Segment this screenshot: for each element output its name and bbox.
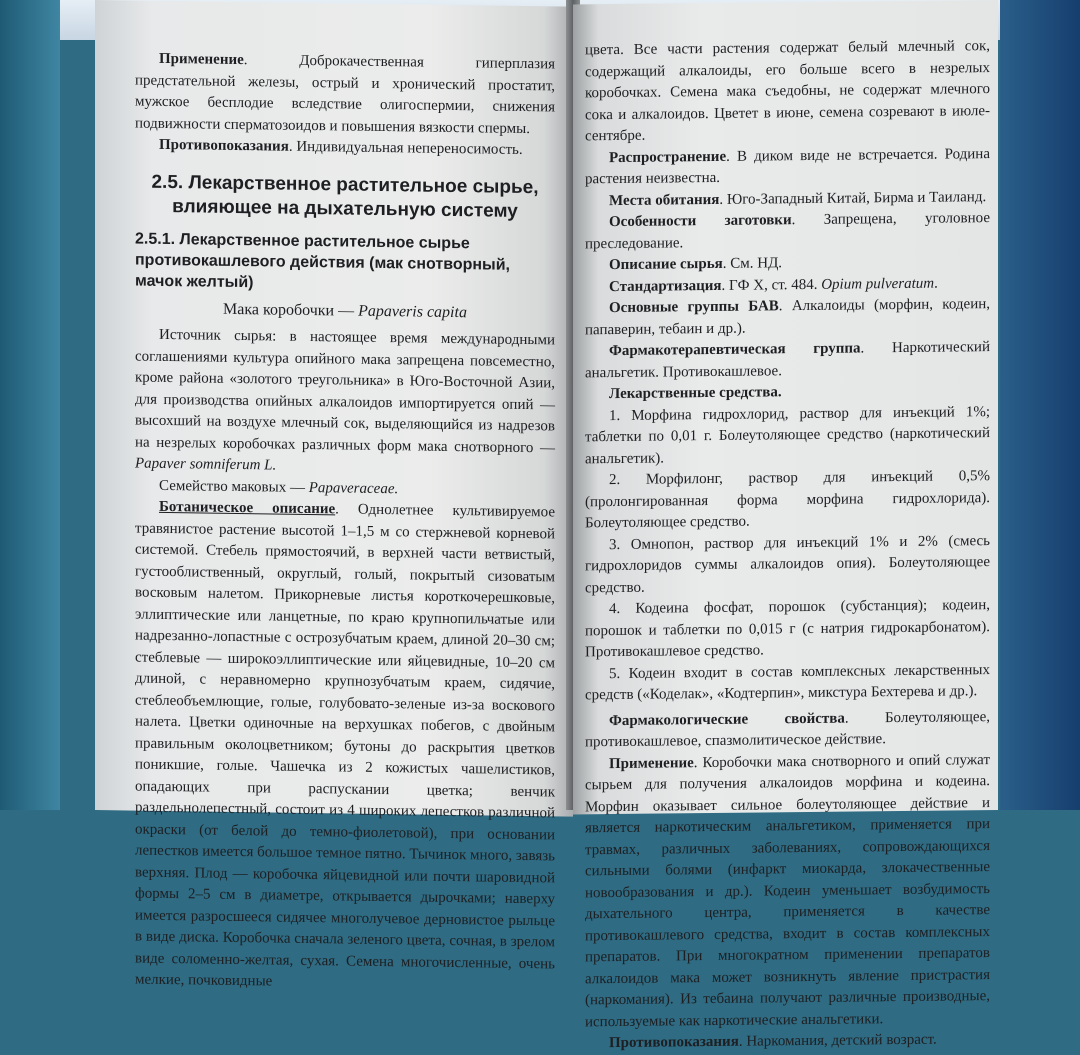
raw-label: Описание сырья bbox=[609, 255, 723, 274]
plant-title-lat: Papaveris capita bbox=[358, 302, 467, 321]
pharm-group-text: . Наркотический анальгетик. Противокашлевое. bbox=[585, 339, 990, 381]
std-text: . ГФ X, ст. 484. bbox=[721, 276, 822, 294]
usage-paragraph bbox=[135, 49, 555, 141]
background-right bbox=[1000, 0, 1080, 810]
drugs-label: Лекарственные средства. bbox=[609, 384, 782, 403]
right-contra-text: . Наркомания, детский возраст. bbox=[738, 1031, 937, 1050]
raw-text: . См. НД. bbox=[722, 255, 783, 272]
left-page bbox=[95, 0, 573, 990]
harvest-paragraph bbox=[585, 208, 990, 255]
botany-label: Ботаническое описание bbox=[159, 498, 336, 518]
bav-paragraph bbox=[585, 294, 990, 341]
source-text: Источник сырья: в настоящее время международными соглашениями культура опийного мака запрещена повсеместно, кроме района «золотого треугольника» в Юго-Восточной Азии, для производства опийных алкалоидов импортируется опий — высохший на воздухе млечный сок, выделяющийся из надрезов на незрелых коробочках различных форм мака снотворного — bbox=[135, 326, 555, 456]
left-page-content bbox=[135, 49, 555, 997]
botany-paragraph bbox=[135, 497, 555, 997]
section-title: 2.5. Лекарственное растительное сырье, влияющее на дыхательную систему bbox=[151, 171, 539, 222]
spread-label: Распространение bbox=[609, 148, 727, 166]
subsection-title: 2.5.1. Лекарственное растительное сырье противокашлевого действия (мак снотворный, мачок желтый) bbox=[135, 230, 510, 291]
plant-title-ru: Мака коробочки — bbox=[223, 300, 359, 320]
harvest-text: . Запрещена, уголовное преследование. bbox=[585, 210, 990, 252]
drug-item-5: 5. Кодеин входит в состав комплексных лекарственных средств («Коделак», «Кодтерпин», микстура Бехтерева и др.). bbox=[585, 661, 990, 704]
bav-label: Основные группы БАВ bbox=[609, 298, 779, 317]
pharm-group-paragraph bbox=[585, 337, 990, 384]
contra-label: Противопоказания bbox=[159, 136, 289, 155]
pharmacol-paragraph bbox=[585, 707, 990, 754]
harvest-label: Особенности заготовки bbox=[609, 212, 792, 231]
drug-item-1: 1. Морфина гидрохлорид, раствор для инъекций 1%; таблетки по 0,01 г. Болеутоляющее средство (наркотический анальгетик). bbox=[585, 403, 990, 467]
bav-text: . Алкалоиды (морфин, кодеин, папаверин, тебаин и др.). bbox=[585, 296, 990, 338]
use-label: Применение bbox=[609, 754, 694, 772]
habitat-label: Места обитания bbox=[609, 191, 720, 209]
right-contra-paragraph bbox=[585, 1029, 990, 1055]
usage-text: . Доброкачественная гиперплазия предстательной железы, острый и хронический простатит, мужское бесплодие вследствие олигоспермии, снижения подвижности сперматозоидов и повышения вязкости спермы. bbox=[135, 52, 555, 137]
intro-paragraph: цвета. Все части растения содержат белый млечный сок, содержащий алкалоиды, его больше всего в незрелых коробочках. Семена мака съедобны, не содержат млечного сока и алкалоидов. Цветет в июне, семена созревают в июле-сентябре. bbox=[585, 38, 990, 145]
botany-text: . Однолетнее культивируемое травянистое растение высотой 1–1,5 м со стержневой корневой системой. Стебель прямостоячий, в верхней части ветвистый, густооблиственный, округлый, голый, покрытый сизоватым восковым налетом. Прикорневые листья короткочерешковые, эллиптические или ланцетные, по краю крупнопильчатые или надрезанно-лопастные с острозубчатым краем, длиной 20–30 см; стеблевые — широкоэллиптические или яйцевидные, 10–20 см длиной, с неравномерно крупнозубчатым краем, сидячие, стеблеобъемлющие, голые, голубовато-зеленые из-за воскового налета. Цветки одиночные на верхушках побегов, с двойным правильным околоцветником; бутоны до раскрытия цветков поникшие, голые. Чашечка из 2 кожистых чашелистиков, опадающих при распускании цветка; венчик раздельнолепестный, состоит из 4 широких лепестков различной окраски (от белой до темно-фиолетовой), при основании лепестков имеется большое темное пятно. Тычинок много, завязь верхняя. Плод — коробочка яйцевидной или почти шаровидной формы 2–5 см в диаметре, открывается дырочками; наверху имеется разросшееся сидячее многолучевое дерновистое рыльце в виде диска. Коробочка сначала зеленого цвета, сочная, в зрелом виде соломенно-желтая, сухая. Семена многочисленные, очень мелкие, почковидные bbox=[135, 501, 555, 990]
drug-item-4: 4. Кодеина фосфат, порошок (субстанция); кодеин, порошок и таблетки по 0,015 г (с натрия гидрокарбонатом). Противокашлевое средство. bbox=[585, 597, 990, 661]
source-lat: Papaver somniferum L. bbox=[135, 455, 277, 474]
contra-text: . Индивидуальная непереносимость. bbox=[288, 138, 523, 158]
pharmacol-label: Фармакологические свойства bbox=[609, 710, 845, 729]
right-page-content bbox=[585, 36, 990, 1055]
usage-label: Применение bbox=[159, 50, 244, 69]
std-label: Стандартизация bbox=[609, 277, 722, 295]
pharmacol-text: . Болеутоляющее, противокашлевое, спазмолитическое действие. bbox=[585, 708, 990, 751]
use-paragraph bbox=[585, 750, 990, 1034]
right-contra-label: Противопоказания bbox=[609, 1033, 739, 1052]
right-page bbox=[573, 0, 998, 1052]
spread-text: . В диком виде не встречается. Родина растения неизвестна. bbox=[585, 145, 990, 188]
std-lat: Opium pulveratum bbox=[821, 275, 935, 293]
spread-paragraph bbox=[585, 144, 990, 191]
family-text: Семейство маковых — bbox=[159, 477, 309, 496]
use-text: . Коробочки мака снотворного и опий служат сырьем для получения алкалоидов морфина и кодеина. Морфин оказывает сильное болеутоляющее действие и является наркотическим анальгетиком, применяется при травмах, различных заболеваниях, сопровождающихся сильными болями (инфаркт миокарда, злокачественные новообразования и др.). Кодеин уменьшает возбудимость дыхательного центра, применяется в качестве противокашлевого средства, входит в состав комплексных препаратов. При многократном применении препаратов алкалоидов мака может возникнуть явление пристрастия (наркомания). Из тебаина получают различные производные, используемые как наркотические анальгетики. bbox=[585, 751, 990, 1030]
family-lat: Papaveraceae. bbox=[308, 479, 399, 497]
source-paragraph bbox=[135, 325, 555, 481]
background-left bbox=[0, 0, 60, 810]
std-end: . bbox=[934, 275, 938, 292]
contra-paragraph bbox=[135, 135, 555, 162]
pharm-group-label: Фармакотерапевтическая группа bbox=[609, 340, 861, 360]
habitat-text: . Юго-Западный Китай, Бирма и Таиланд. bbox=[719, 188, 987, 208]
drug-item-3: 3. Омнопон, раствор для инъекций 1% и 2% (смесь гидрохлоридов суммы алкалоидов опия). Болеутоляющее средство. bbox=[585, 532, 990, 596]
drug-item-2: 2. Морфилонг, раствор для инъекций 0,5% (пролонгированная форма морфина гидрохлорида). Болеутоляющее средство. bbox=[585, 468, 990, 532]
plant-title bbox=[135, 297, 555, 324]
